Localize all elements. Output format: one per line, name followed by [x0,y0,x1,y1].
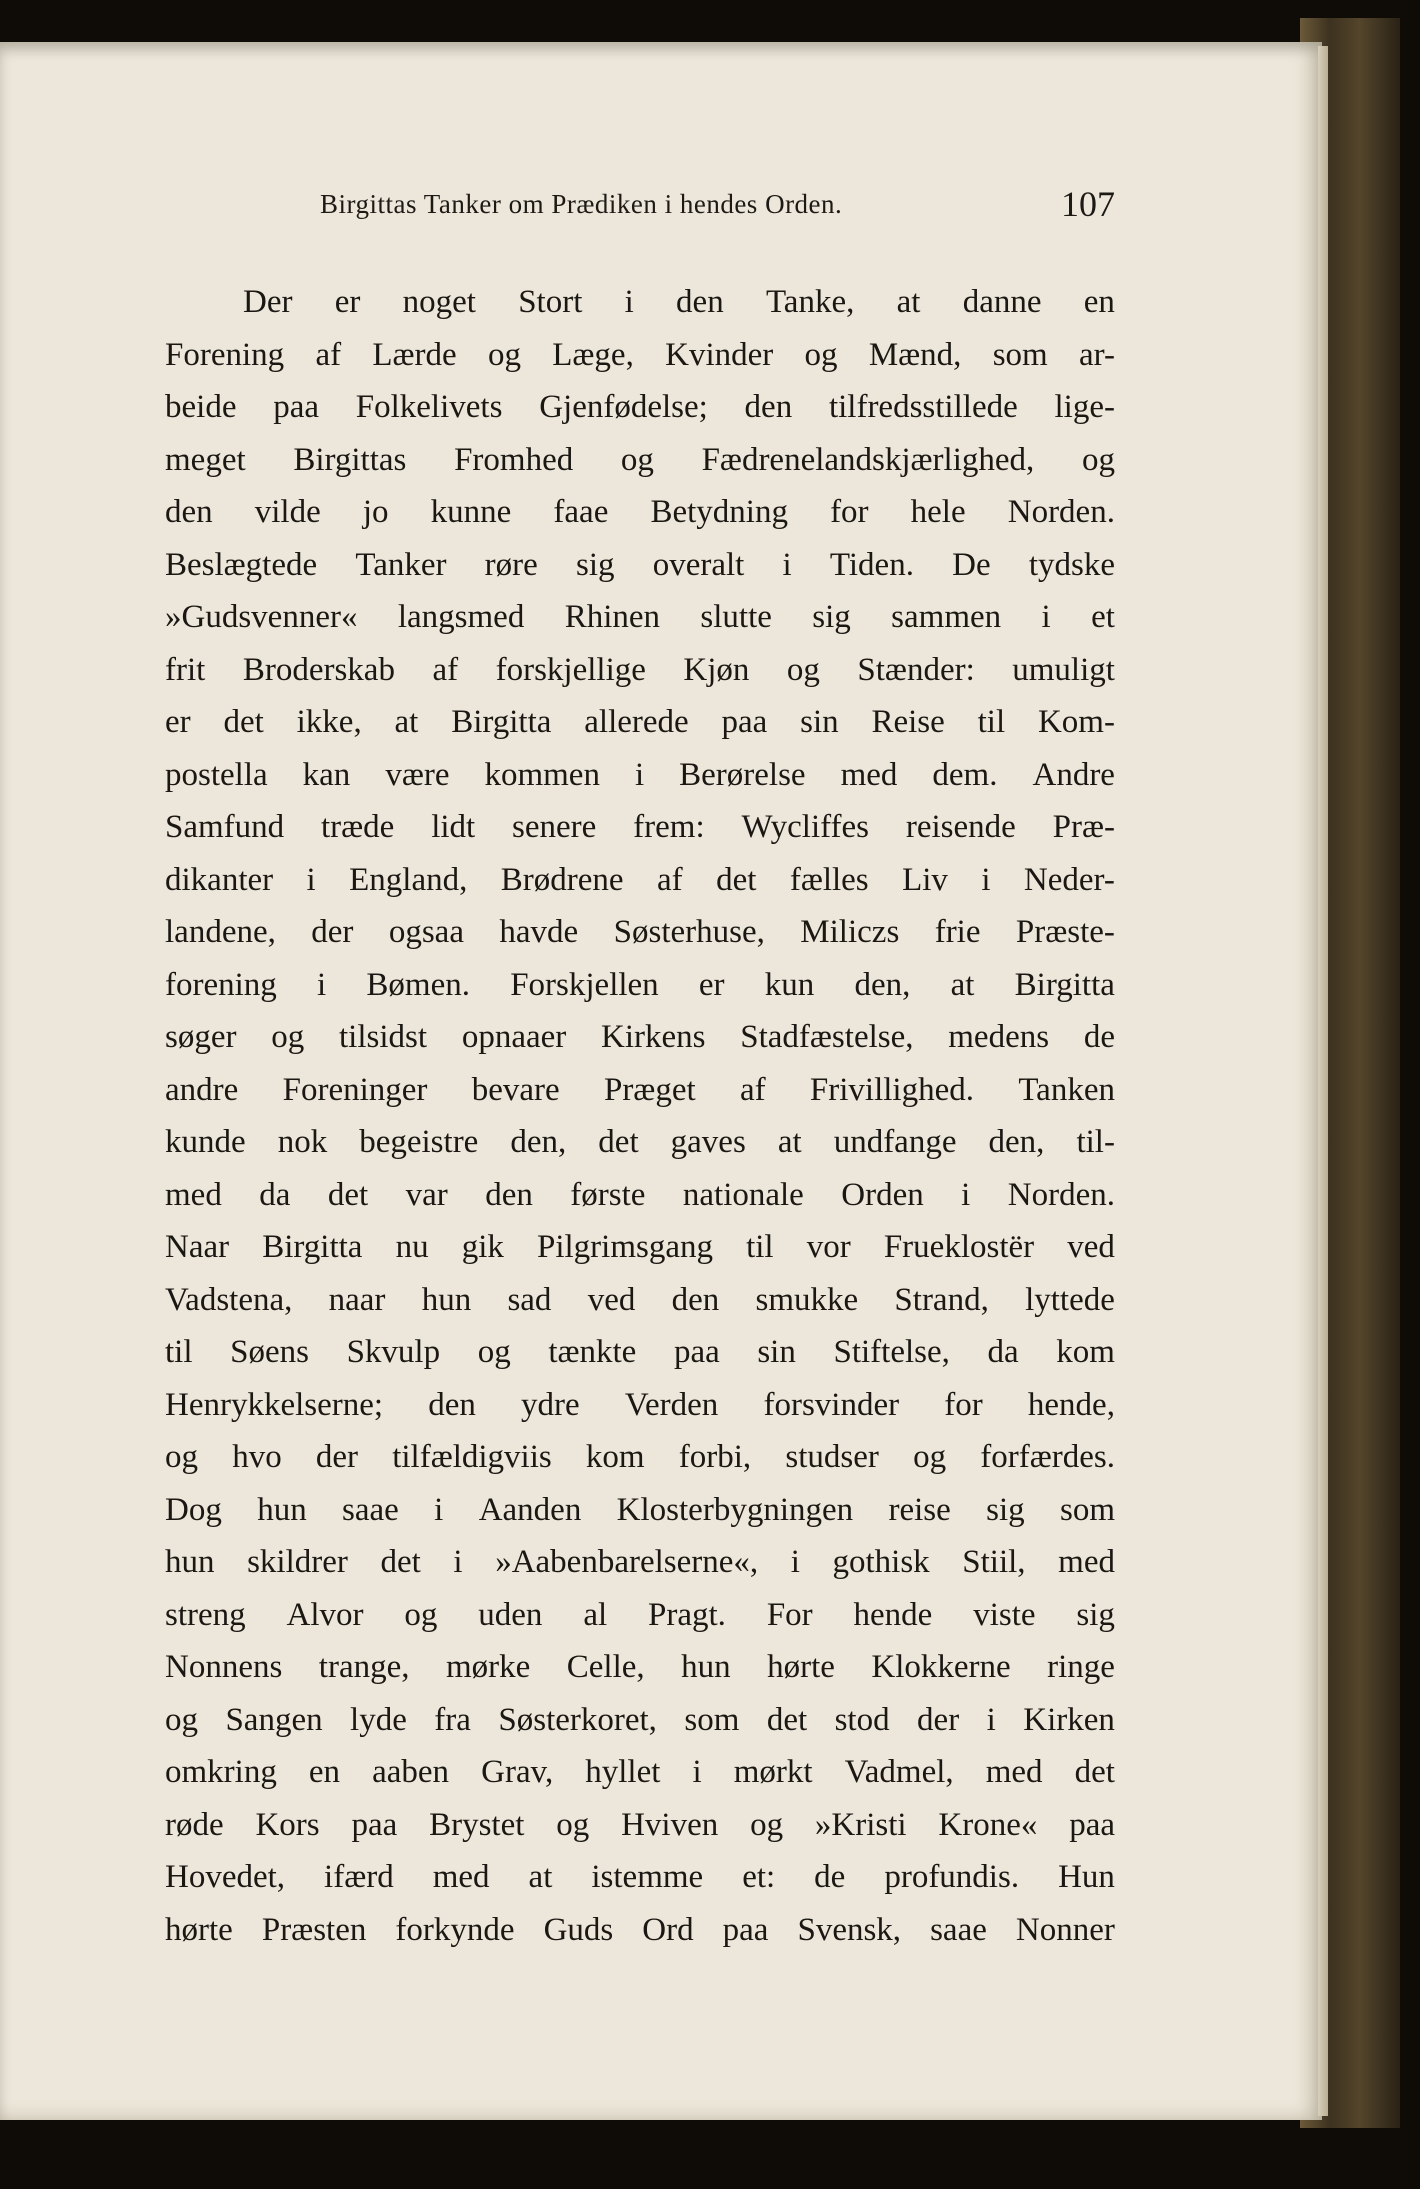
text-line: streng Alvor og uden al Pragt. For hende viste sig [165,1596,1115,1633]
text-line: hørte Præsten forkynde Guds Ord paa Svensk, saae Nonner [165,1911,1115,1948]
page-edge [1318,46,1328,2116]
body-text [165,276,1115,1956]
text-line: beide paa Folkelivets Gjenfødelse; den tilfredsstillede lige- [165,389,1115,425]
text-line: den vilde jo kunne faae Betydning for hele Norden. [165,494,1115,530]
text-line: postella kan være kommen i Berørelse med dem. Andre [165,756,1115,793]
text-line: kunde nok begeistre den, det gaves at undfange den, til- [165,1124,1115,1160]
text-line: landene, der ogsaa havde Søsterhuse, Miliczs frie Præste- [165,914,1115,950]
running-title: Birgittas Tanker om Prædiken i hendes Orden. [320,189,843,219]
text-line: frit Broderskab af forskjellige Kjøn og Stænder: umuligt [165,651,1115,688]
text-line: til Søens Skvulp og tænkte paa sin Stiftelse, da kom [165,1334,1115,1370]
text-line: Henrykkelserne; den ydre Verden forsvinder for hende, [165,1386,1115,1423]
text-line: Hovedet, ifærd med at istemme et: de profundis. Hun [165,1859,1115,1895]
page-number: 107 [1061,184,1115,224]
text-line: Samfund træde lidt senere frem: Wycliffes reisende Præ- [165,809,1115,845]
text-line: forening i Bømen. Forskjellen er kun den, at Birgitta [165,966,1115,1003]
text-line: Dog hun saae i Aanden Klosterbygningen reise sig som [165,1491,1115,1528]
text-line: andre Foreninger bevare Præget af Frivillighed. Tanken [165,1071,1115,1108]
text-line: Vadstena, naar hun sad ved den smukke Strand, lyttede [165,1281,1115,1318]
text-line: og Sangen lyde fra Søsterkoret, som det stod der i Kirken [165,1701,1115,1738]
text-line: Nonnens trange, mørke Celle, hun hørte Klokkerne ringe [165,1649,1115,1685]
running-head [165,184,1115,227]
text-line: og hvo der tilfældigviis kom forbi, studser og forfærdes. [165,1439,1115,1475]
text-line: er det ikke, at Birgitta allerede paa sin Reise til Kom- [165,704,1115,740]
text-line: Forening af Lærde og Læge, Kvinder og Mænd, som ar- [165,336,1115,373]
text-line: omkring en aaben Grav, hyllet i mørkt Vadmel, med det [165,1754,1115,1790]
text-line: »Gudsvenner« langsmed Rhinen slutte sig sammen i et [165,599,1115,635]
text-line: Naar Birgitta nu gik Pilgrimsgang til vor Frueklostër ved [165,1229,1115,1265]
text-line: hun skildrer det i »Aabenbarelserne«, i gothisk Stiil, med [165,1544,1115,1580]
text-line: dikanter i England, Brødrene af det fælles Liv i Neder- [165,861,1115,898]
text-line: Beslægtede Tanker røre sig overalt i Tiden. De tydske [165,546,1115,583]
text-line: røde Kors paa Brystet og Hviven og »Kristi Krone« paa [165,1806,1115,1843]
text-line: meget Birgittas Fromhed og Fædrenelandskjærlighed, og [165,441,1115,478]
text-line: Der er noget Stort i den Tanke, at danne en [243,284,1115,320]
text-line: med da det var den første nationale Orden i Norden. [165,1176,1115,1213]
text-line: søger og tilsidst opnaaer Kirkens Stadfæstelse, medens de [165,1019,1115,1055]
